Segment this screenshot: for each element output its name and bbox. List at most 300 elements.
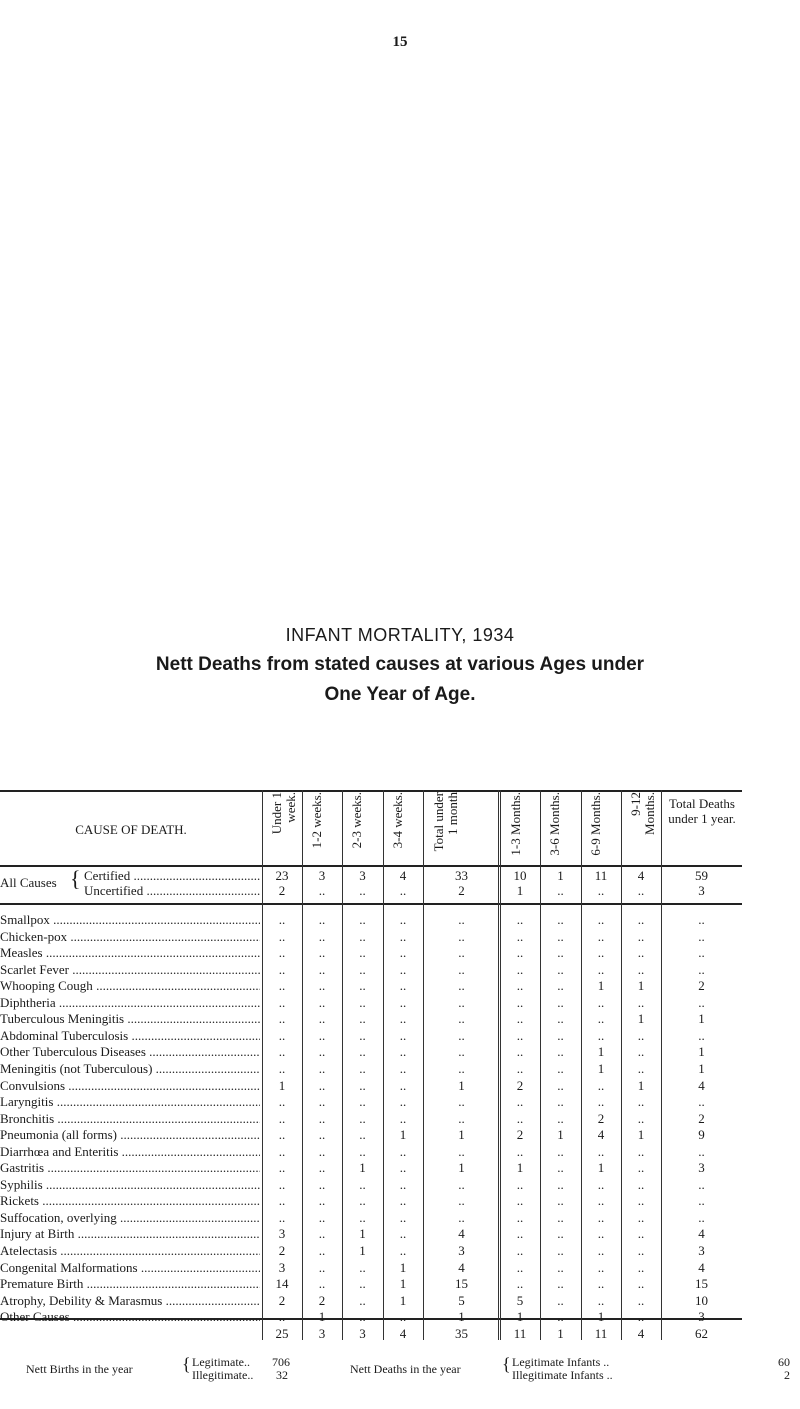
cause-cell: .. <box>278 1143 286 1159</box>
cause-cell: .. <box>637 1276 645 1292</box>
cause-cell: .. <box>597 1094 605 1110</box>
cause-cell: .. <box>698 1143 705 1159</box>
cause-cell: .. <box>359 978 366 994</box>
cause-cell: .. <box>597 1259 605 1275</box>
cause-cell: .. <box>318 1110 326 1126</box>
cause-cell: 1 <box>557 1127 564 1143</box>
cause-cell: .. <box>516 1226 524 1242</box>
cause-cell: .. <box>557 1243 564 1258</box>
cause-cell: .. <box>637 912 645 927</box>
cause-cell: .. <box>399 1176 407 1192</box>
total-cell: 35 <box>455 1326 468 1341</box>
cause-cell: .. <box>458 1176 465 1192</box>
all-causes-cell: 2 <box>458 883 465 898</box>
cause-cell: .. <box>637 1044 645 1060</box>
cause-cell: 1 <box>399 1292 407 1308</box>
cause-cell: .. <box>516 1027 524 1043</box>
header-col-total: Total Deaths under 1 year. <box>668 796 736 826</box>
cause-cell: .. <box>597 1143 605 1159</box>
cause-cell: .. <box>557 1060 564 1076</box>
cause-cell: .. <box>278 1027 286 1043</box>
cause-cell: .. <box>318 1259 326 1275</box>
cause-cell: 4 <box>698 1226 705 1242</box>
all-causes-cell: .. <box>399 883 407 898</box>
cause-cell: 1 <box>359 1243 366 1258</box>
cause-cell: .. <box>399 1226 407 1242</box>
all-causes-cell: 11 <box>594 868 608 883</box>
all-causes-cell: 1 <box>516 883 524 898</box>
cause-cell: 4 <box>698 1077 705 1093</box>
cause-row-label: Suffocation, overlying ..... <box>0 1210 260 1226</box>
cause-cell: .. <box>359 1077 366 1093</box>
cause-cell: .. <box>637 1094 645 1110</box>
cause-cell: 1 <box>637 1077 645 1093</box>
cause-cell: .. <box>516 1193 524 1209</box>
cause-cell: .. <box>637 945 645 961</box>
cause-cell: 1 <box>399 1259 407 1275</box>
cause-cell: .. <box>557 1094 564 1110</box>
cause-cell: .. <box>597 994 605 1010</box>
total-cell: 1 <box>557 1326 564 1341</box>
cause-cell: .. <box>698 1176 705 1192</box>
cause-cell: .. <box>557 1209 564 1225</box>
all-causes-cell: 10 <box>513 868 527 883</box>
cause-row-label: Atelectasis ..... <box>0 1243 260 1259</box>
cause-cell: .. <box>557 928 564 944</box>
cause-cell: .. <box>399 1077 407 1093</box>
cause-cell: 3 <box>278 1259 286 1275</box>
page-title: INFANT MORTALITY, 1934 <box>285 625 515 645</box>
cause-cell: 1 <box>637 978 645 994</box>
cause-cell: 1 <box>458 1160 465 1176</box>
cause-cell: .. <box>318 1011 326 1027</box>
deaths-legit-value: 60 <box>778 1355 790 1369</box>
cause-cell: .. <box>359 1209 366 1225</box>
cause-cell: 1 <box>458 1077 465 1093</box>
all-causes-cell: 3 <box>318 868 326 883</box>
cause-cell: .. <box>557 1276 564 1292</box>
cause-cell: .. <box>557 1011 564 1027</box>
cause-cell: 1 <box>597 1044 605 1060</box>
cause-row-label: Smallpox ..... <box>0 912 260 928</box>
cause-cell: .. <box>458 1094 465 1110</box>
cause-cell: .. <box>597 945 605 961</box>
cause-cell: .. <box>399 1309 407 1325</box>
cause-cell: .. <box>557 945 564 961</box>
cause-cell: .. <box>698 1027 705 1043</box>
cause-cell: .. <box>698 912 705 927</box>
cause-cell: .. <box>557 1143 564 1159</box>
cause-cell: .. <box>359 912 366 927</box>
cause-cell: 3 <box>698 1309 705 1325</box>
cause-cell: 9 <box>698 1127 705 1143</box>
births-illegit-label: Illegitimate.. <box>192 1368 254 1382</box>
cause-cell: .. <box>637 1209 645 1225</box>
cause-cell: .. <box>698 1193 705 1209</box>
cause-cell: .. <box>318 961 326 977</box>
cause-row-label: Chicken-pox ..... <box>0 929 260 945</box>
births-illegit-value: 32 <box>276 1368 288 1382</box>
cause-cell: 1 <box>458 1309 465 1325</box>
cause-cell: .. <box>318 1160 326 1176</box>
cause-row-label: Gastritis ..... <box>0 1160 260 1176</box>
cause-cell: .. <box>458 928 465 944</box>
cause-cell: .. <box>399 994 407 1010</box>
cause-cell: .. <box>557 1044 564 1060</box>
cause-cell: 1 <box>637 1127 645 1143</box>
cause-cell: .. <box>557 978 564 994</box>
cause-cell: 2 <box>278 1292 286 1308</box>
cause-cell: .. <box>557 1160 564 1176</box>
all-causes-brace-icon: { <box>70 866 81 891</box>
cause-cell: .. <box>278 1209 286 1225</box>
cause-cell: .. <box>516 1143 524 1159</box>
cause-cell: 1 <box>698 1011 705 1027</box>
cause-cell: .. <box>698 1094 705 1110</box>
cause-cell: .. <box>458 1209 465 1225</box>
cause-cell: .. <box>557 1259 564 1275</box>
cause-cell: 4 <box>458 1226 465 1242</box>
cause-cell: .. <box>359 1127 366 1143</box>
cause-cell: .. <box>359 1259 366 1275</box>
cause-row-label: Scarlet Fever ..... <box>0 962 260 978</box>
cause-cell: .. <box>399 1110 407 1126</box>
cause-cell: 5 <box>458 1292 465 1308</box>
cause-cell: .. <box>557 1176 564 1192</box>
deaths-illegit-label: Illegitimate Infants .. <box>512 1368 613 1382</box>
cause-cell: .. <box>399 912 407 927</box>
cause-cell: .. <box>359 945 366 961</box>
cause-cell: .. <box>637 1110 645 1126</box>
cause-cell: .. <box>359 1176 366 1192</box>
cause-cell: 1 <box>698 1044 705 1060</box>
cause-cell: 1 <box>698 1060 705 1076</box>
cause-cell: .. <box>516 1276 524 1292</box>
cause-cell: .. <box>516 961 524 977</box>
cause-cell: .. <box>399 928 407 944</box>
cause-cell: 1 <box>597 1060 605 1076</box>
cause-cell: 2 <box>597 1110 605 1126</box>
header-col-0: Under 1 week. <box>269 792 298 835</box>
cause-cell: 1 <box>278 1077 286 1093</box>
all-causes-row-label: Uncertified ..... <box>84 883 260 899</box>
cause-row-label: Abdominal Tuberculosis ..... <box>0 1028 260 1044</box>
cause-cell: .. <box>637 1160 645 1176</box>
all-causes-cell: 1 <box>557 868 564 883</box>
cause-cell: .. <box>359 1027 366 1043</box>
cause-cell: 1 <box>597 1160 605 1176</box>
rule-header <box>0 865 742 867</box>
cause-cell: .. <box>399 1044 407 1060</box>
cause-cell: .. <box>399 1143 407 1159</box>
rule-allcauses <box>0 903 742 905</box>
cause-cell: .. <box>637 1243 645 1258</box>
cause-cell: .. <box>278 1060 286 1076</box>
cause-cell: .. <box>557 1193 564 1209</box>
cause-cell: .. <box>359 1011 366 1027</box>
cause-cell: .. <box>557 1110 564 1126</box>
all-causes-cell: 59 <box>695 868 708 883</box>
cause-cell: .. <box>399 978 407 994</box>
cause-cell: .. <box>318 1176 326 1192</box>
cause-cell: .. <box>516 1209 524 1225</box>
cause-cell: .. <box>399 1193 407 1209</box>
cause-cell: .. <box>458 945 465 961</box>
cause-cell: .. <box>637 1176 645 1192</box>
cause-row-label: Meningitis (not Tuberculous) ..... <box>0 1061 260 1077</box>
cause-cell: .. <box>278 994 286 1010</box>
cause-cell: 1 <box>597 978 605 994</box>
header-col-5: 1-3 Months. <box>508 792 523 856</box>
cause-cell: 1 <box>318 1309 326 1325</box>
cause-cell: .. <box>399 1243 407 1258</box>
cause-cell: 14 <box>275 1276 289 1292</box>
cause-cell: .. <box>318 1209 326 1225</box>
header-col-6: 3-6 Months. <box>547 792 562 856</box>
cause-cell: 1 <box>516 1160 524 1176</box>
cause-cell: 3 <box>698 1160 705 1176</box>
total-cell: 62 <box>695 1326 708 1341</box>
cause-row-label: Rickets ..... <box>0 1193 260 1209</box>
cause-cell: 3 <box>698 1243 705 1258</box>
cause-cell: .. <box>278 978 286 994</box>
header-col-4: Total under 1 month <box>431 792 460 852</box>
cause-cell: .. <box>637 928 645 944</box>
cause-row-label: Syphilis ..... <box>0 1177 260 1193</box>
cause-cell: .. <box>278 1011 286 1027</box>
cause-row-label: Bronchitis ..... <box>0 1111 260 1127</box>
cause-cell: .. <box>698 945 705 961</box>
cause-row-label: Convulsions ..... <box>0 1078 260 1094</box>
cause-cell: .. <box>278 961 286 977</box>
total-cell: 3 <box>359 1326 366 1341</box>
cause-cell: .. <box>637 1143 645 1159</box>
cause-cell: .. <box>458 978 465 994</box>
cause-cell: .. <box>516 1044 524 1060</box>
cause-cell: .. <box>399 1060 407 1076</box>
all-causes-cell: 3 <box>698 883 705 898</box>
all-causes-row-label: Certified ..... <box>84 868 260 884</box>
cause-cell: .. <box>359 1110 366 1126</box>
cause-cell: .. <box>557 912 564 927</box>
cause-cell: .. <box>278 1094 286 1110</box>
cause-cell: .. <box>557 1309 564 1325</box>
cause-cell: .. <box>399 1027 407 1043</box>
cause-cell: .. <box>597 1226 605 1242</box>
cause-cell: .. <box>318 978 326 994</box>
cause-cell: .. <box>278 1160 286 1176</box>
cause-cell: .. <box>637 1060 645 1076</box>
cause-cell: 10 <box>695 1292 708 1308</box>
cause-row-label: Premature Birth ..... <box>0 1276 260 1292</box>
cause-row-label: Atrophy, Debility & Marasmus ..... <box>0 1293 260 1309</box>
deaths-illegit-value: 2 <box>784 1368 790 1382</box>
cause-cell: .. <box>698 961 705 977</box>
cause-cell: .. <box>637 1193 645 1209</box>
all-causes-cell: 23 <box>275 868 289 883</box>
cause-cell: .. <box>516 1176 524 1192</box>
cause-cell: .. <box>516 1243 524 1258</box>
cause-cell: 2 <box>516 1127 524 1143</box>
cause-cell: 2 <box>516 1077 524 1093</box>
total-cell: 4 <box>637 1326 645 1341</box>
cause-cell: .. <box>637 1226 645 1242</box>
cause-cell: .. <box>458 1027 465 1043</box>
cause-cell: 1 <box>359 1226 366 1242</box>
cause-cell: .. <box>359 1193 366 1209</box>
cause-cell: 2 <box>698 978 705 994</box>
cause-cell: .. <box>359 1094 366 1110</box>
cause-cell: 3 <box>278 1226 286 1242</box>
cause-cell: .. <box>516 912 524 927</box>
cause-cell: .. <box>516 928 524 944</box>
cause-cell: .. <box>318 1060 326 1076</box>
cause-cell: .. <box>318 1143 326 1159</box>
births-label: Nett Births in the year <box>26 1362 133 1376</box>
page-subtitle-2: One Year of Age. <box>324 684 476 705</box>
cause-cell: .. <box>359 1060 366 1076</box>
cause-cell: .. <box>359 1309 366 1325</box>
cause-cell: .. <box>637 961 645 977</box>
cause-cell: .. <box>278 928 286 944</box>
cause-cell: .. <box>458 1044 465 1060</box>
cause-cell: .. <box>637 1309 645 1325</box>
cause-cell: .. <box>637 1292 645 1308</box>
cause-cell: 1 <box>637 1011 645 1027</box>
all-causes-cell: 4 <box>399 868 407 883</box>
all-causes-cell: .. <box>637 883 645 898</box>
deaths-legit-label: Legitimate Infants .. <box>512 1355 610 1369</box>
cause-cell: .. <box>318 1077 326 1093</box>
cause-cell: .. <box>557 961 564 977</box>
cause-cell: .. <box>458 1011 465 1027</box>
cause-cell: 1 <box>359 1160 366 1176</box>
cause-cell: .. <box>637 1027 645 1043</box>
cause-cell: .. <box>557 1027 564 1043</box>
cause-cell: .. <box>318 945 326 961</box>
cause-cell: .. <box>278 912 286 927</box>
cause-cell: .. <box>399 1209 407 1225</box>
cause-cell: 1 <box>399 1276 407 1292</box>
all-causes-cell: 33 <box>455 868 468 883</box>
all-causes-cell: .. <box>597 883 605 898</box>
cause-cell: .. <box>318 1276 326 1292</box>
cause-cell: .. <box>597 1027 605 1043</box>
header-col-1: 1-2 weeks. <box>309 792 324 849</box>
total-cell: 25 <box>275 1326 289 1341</box>
cause-cell: .. <box>597 961 605 977</box>
cause-cell: .. <box>359 1276 366 1292</box>
cause-cell: .. <box>359 1143 366 1159</box>
total-cell: 11 <box>513 1326 527 1341</box>
cause-cell: .. <box>278 1309 286 1325</box>
cause-row-label: Laryngitis ..... <box>0 1094 260 1110</box>
cause-cell: .. <box>557 1292 564 1308</box>
brace-icon: { <box>182 1354 191 1374</box>
cause-cell: 2 <box>698 1110 705 1126</box>
cause-row-label: Other Tuberculous Diseases ..... <box>0 1044 260 1060</box>
cause-cell: .. <box>278 1127 286 1143</box>
cause-row-label: Other Causes ..... <box>0 1309 260 1325</box>
total-cell: 11 <box>594 1326 608 1341</box>
cause-cell: .. <box>278 1044 286 1060</box>
cause-cell: .. <box>278 1110 286 1126</box>
cause-cell: .. <box>278 1193 286 1209</box>
cause-cell: 1 <box>458 1127 465 1143</box>
all-causes-cell: .. <box>557 883 564 898</box>
header-col-3: 3-4 weeks. <box>390 792 405 849</box>
cause-cell: 4 <box>597 1127 605 1143</box>
cause-cell: .. <box>597 1209 605 1225</box>
all-causes-cell: 4 <box>637 868 645 883</box>
cause-cell: .. <box>698 928 705 944</box>
cause-cell: .. <box>516 994 524 1010</box>
page-subtitle: Nett Deaths from stated causes at various Ages under <box>155 654 645 675</box>
cause-cell: .. <box>318 1044 326 1060</box>
cause-cell: .. <box>597 1176 605 1192</box>
cause-cell: .. <box>597 1011 605 1027</box>
cause-row-label: Pneumonia (all forms) ..... <box>0 1127 260 1143</box>
cause-cell: 5 <box>516 1292 524 1308</box>
cause-cell: .. <box>318 994 326 1010</box>
cause-cell: .. <box>597 1292 605 1308</box>
cause-row-label: Injury at Birth ..... <box>0 1226 260 1242</box>
cause-cell: 4 <box>458 1259 465 1275</box>
cause-cell: .. <box>359 928 366 944</box>
cause-cell: 4 <box>698 1259 705 1275</box>
cause-cell: .. <box>698 1209 705 1225</box>
cause-cell: 1 <box>516 1309 524 1325</box>
births-legit-value: 706 <box>272 1355 290 1369</box>
cause-cell: .. <box>458 1060 465 1076</box>
cause-row-label: Measles ..... <box>0 945 260 961</box>
cause-cell: .. <box>597 1243 605 1258</box>
cause-cell: .. <box>318 1127 326 1143</box>
cause-cell: .. <box>637 1259 645 1275</box>
all-causes-cell: .. <box>359 883 366 898</box>
cause-row-label: Congenital Malformations ..... <box>0 1260 260 1276</box>
cause-cell: .. <box>359 994 366 1010</box>
cause-cell: .. <box>359 1044 366 1060</box>
page-number: 15 <box>392 34 408 50</box>
cause-cell: .. <box>516 1110 524 1126</box>
cause-cell: .. <box>399 1094 407 1110</box>
cause-cell: .. <box>597 912 605 927</box>
cause-cell: .. <box>458 1110 465 1126</box>
cause-cell: .. <box>557 1226 564 1242</box>
cause-row-label: Diphtheria ..... <box>0 995 260 1011</box>
cause-cell: 2 <box>278 1243 286 1258</box>
brace-icon: { <box>502 1354 511 1374</box>
cause-cell: .. <box>318 1226 326 1242</box>
cause-cell: .. <box>278 1176 286 1192</box>
cause-row-label: Tuberculous Meningitis ..... <box>0 1011 260 1027</box>
cause-cell: .. <box>359 961 366 977</box>
cause-cell: .. <box>458 961 465 977</box>
cause-cell: .. <box>557 1077 564 1093</box>
cause-cell: .. <box>516 1094 524 1110</box>
cause-cell: .. <box>516 945 524 961</box>
cause-cell: .. <box>318 928 326 944</box>
cause-cell: .. <box>318 1193 326 1209</box>
cause-cell: 15 <box>455 1276 468 1292</box>
total-cell: 3 <box>318 1326 326 1341</box>
cause-cell: .. <box>318 1243 326 1258</box>
cause-cell: .. <box>516 1011 524 1027</box>
cause-cell: 3 <box>458 1243 465 1258</box>
cause-row-label: Diarrhœa and Enteritis ..... <box>0 1144 260 1160</box>
cause-cell: 15 <box>695 1276 708 1292</box>
